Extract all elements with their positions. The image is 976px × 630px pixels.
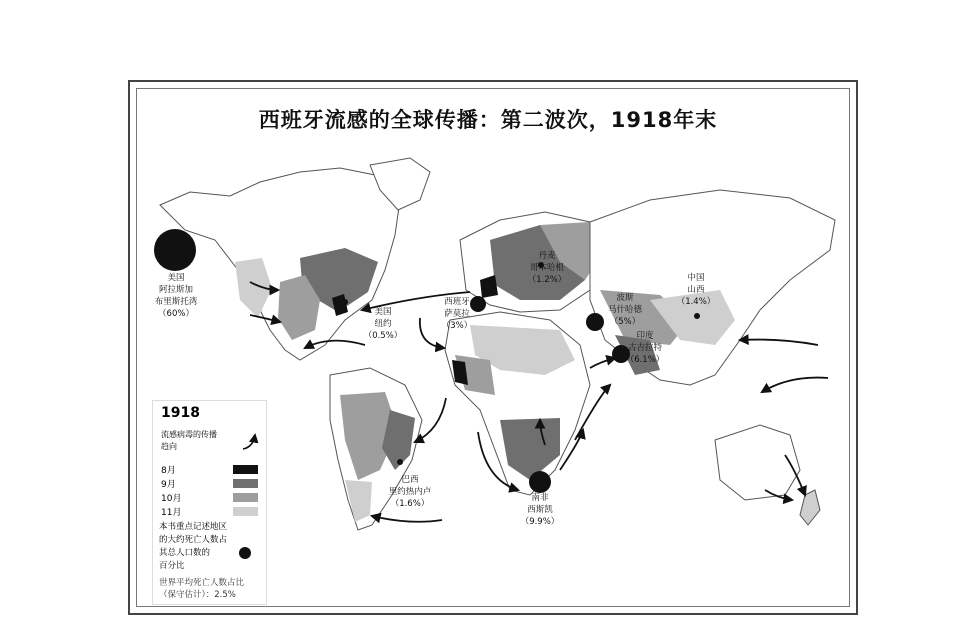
dot-shanxi xyxy=(694,313,700,319)
label-capetown: 南非 西斯凯 （9.9%） xyxy=(520,493,560,527)
map-title: 西班牙流感的全球传播：第二波次，1918年末 xyxy=(258,108,718,132)
label-tehran: 波斯 马什哈德 （5%） xyxy=(607,293,642,327)
new-zealand xyxy=(800,490,820,525)
label-india: 印度 古吉拉特 （6.1%） xyxy=(625,331,665,365)
label-spain: 西班牙 萨莫拉 （3%） xyxy=(441,297,473,331)
dot-brazil xyxy=(397,459,403,465)
dot-alaska xyxy=(154,229,196,271)
label-shanxi: 中国 山西 （1.4%） xyxy=(676,273,716,307)
label-alaska: 美国 阿拉斯加 布里斯托湾 （60%） xyxy=(154,273,198,319)
map-legend xyxy=(152,400,267,605)
australia-landmass xyxy=(715,425,800,500)
legend-swatch-sep xyxy=(233,479,258,488)
legend-dot-icon xyxy=(239,547,251,559)
label-brazil: 巴西 里约热内卢 （1.6%） xyxy=(388,475,432,509)
legend-trend-label: 流感病毒的传播 趋向 xyxy=(161,430,217,451)
legend-month-nov: 11月 xyxy=(161,508,182,518)
legend-swatch-aug xyxy=(233,465,258,474)
label-newyork: 美国 纽约 （0.5%） xyxy=(363,307,403,341)
legend-world-average: 世界平均死亡人数占比 （保守估计）：2.5% xyxy=(159,578,245,600)
dot-newyork xyxy=(342,299,348,305)
legend-month-aug: 8月 xyxy=(161,466,176,476)
legend-year: 1918 xyxy=(161,405,200,421)
legend-swatch-nov xyxy=(233,507,258,516)
legend-month-sep: 9月 xyxy=(161,480,176,490)
legend-month-oct: 10月 xyxy=(161,494,182,504)
legend-swatch-oct xyxy=(233,493,258,502)
label-denmark: 丹麦 哥本哈根 （1.2%） xyxy=(527,251,567,285)
legend-death-note: 本书重点记述地区 的大约死亡人数占 其总人口数的 百分比 xyxy=(159,522,228,571)
legend-arrow-icon xyxy=(239,429,261,453)
dot-capetown xyxy=(529,471,551,493)
